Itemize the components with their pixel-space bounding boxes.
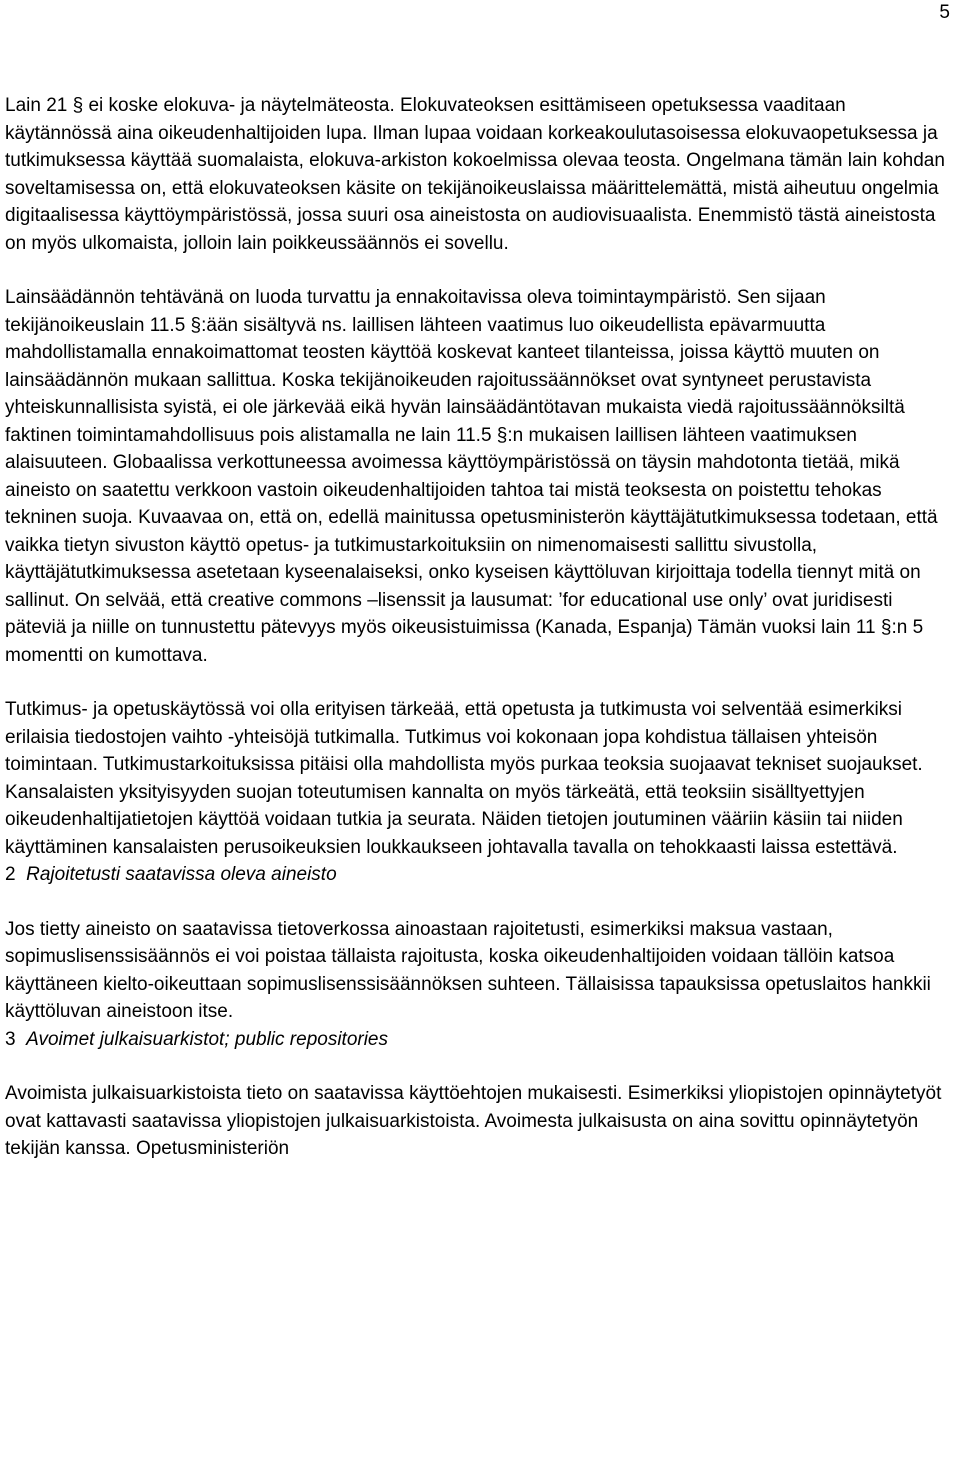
section-2-title: Rajoitetusti saatavissa oleva aineisto: [26, 864, 337, 885]
paragraph-research-use: Tutkimus- ja opetuskäytössä voi olla erityisen tärkeää, että opetusta ja tutkimusta voi selventää esimerkiksi erilaisia tiedostojen vaihto -yhteisöjä tutkimalla. Tutkimus voi kokonaan jopa kohdistua tällaisen yhteisön toimintaan. Tutkimustarkoituksissa pitäisi olla mahdollista myös purkaa teoksia suojaavat tekniset suojaukset. Kansalaisten yksityisyyden suojan toteutumisen kannalta on myös tärkeätä, että teoksiin sisälltyettyjen oikeudenhaltijatietojen käyttöä voidaan tutkia ja seurata. Näiden tietojen joutuminen vääriin käsiin tai niiden käyttäminen kansalaisten perusoikeuksien loukkaukseen johtavalla tavalla on tehokkaasti laissa estettävä.: [5, 699, 923, 858]
paragraph-lawful-source: Lainsäädännön tehtävänä on luoda turvattu ja ennakoitavissa oleva toimintaympäristö. Sen sijaan tekijänoikeuslain 11.5 §:ään sisältyvä ns. laillisen lähteen vaatimus luo oikeudellista epävarmuutta mahdollistamalla ennakoimattomat teosten käyttöä koskevat kanteet tilanteissa, joissa käyttö muuten on lainsäädännön mukaan sallittua. Koska tekijänoikeuden rajoitussäännökset ovat syntyneet perustavista yhteiskunnallisista syistä, ei ole järkevää eikä hyvän lainsäädäntötavan mukaista viedä rajoitussäännöksiltä faktinen toimintamahdollisuus pois alistamalla ne lain 11.5 §:n mukaisen laillisen lähteen vaatimuksen alaisuuteen. Globaalissa verkottuneessa avoimessa käyttöympäristössä on täysin mahdotonta tietää, mikä aineisto on saatettu verkkoon vastoin oikeudenhaltijoiden tahtoa tai mistä teoksesta on poistettu tehokas tekninen suoja. Kuvaavaa on, että on, edellä mainitussa opetusministerön käyttäjätutkimuksessa todetaan, että vaikka tietyn sivuston käyttö opetus- ja tutkimustarkoituksiin on nimenomaisesti sallittu sivustolla, käyttäjätutkimuksessa asetetaan kyseenalaiseksi, onko kyseisen käyttöluvan kirjoittaja todella tiennyt mitä on sallinut. On selvää, että creative commons –lisenssit ja lausumat: ’for educational use only’ ovat juridisesti päteviä ja niille on tunnustettu pätevyys myös oikeusistuimissa (Kanada, Espanja) Tämän vuoksi lain 11 §:n 5 momentti on kumottava.: [5, 287, 938, 666]
document-body: [5, 92, 951, 1163]
paragraph-film-works: Lain 21 § ei koske elokuva- ja näytelmäteosta. Elokuvateoksen esittämiseen opetuksessa vaaditaan käytännössä aina oikeudenhaltijoiden lupa. Ilman lupaa voidaan korkeakoulutasoisessa elokuvaopetuksessa ja tutkimuksessa käyttää suomalaista, elokuva-arkiston kokoelmissa olevaa teosta. Ongelmana tämän lain kohdan soveltamisessa on, että elokuvateoksen käsite on tekijänoikeuslaissa määrittelemättä, mistä aiheutuu ongelmia digitaalisessa käyttöympäristössä, jossa suuri osa aineistosta on audiovisuaalista. Enemmistö tästä aineistosta on myös ulkomaista, jolloin lain poikkeussäännös ei sovellu.: [5, 95, 945, 254]
section-3-title: Avoimet julkaisuarkistot; public repositories: [26, 1028, 389, 1050]
page-number: 5: [939, 2, 950, 23]
section-2-body: Jos tietty aineisto on saatavissa tietoverkossa ainoastaan rajoitetusti, esimerkiksi maksua vastaan, sopimuslisenssisäännös ei voi poistaa tällaista rajoitusta, koska oikeudenhaltijoiden voidaan tällöin katsoa käyttäneen kielto-oikeuttaan sopimuslisenssisäännöksen suhteen. Tällaisissa tapauksissa opetuslaitos hankkii käyttöluvan aineistoon itse.: [5, 918, 931, 1022]
section-2-heading: [5, 861, 951, 889]
section-3-heading: [5, 1026, 951, 1054]
section-3-number: 3: [5, 1028, 16, 1050]
section-3-body: Avoimista julkaisuarkistoista tieto on saatavissa käyttöehtojen mukaisesti. Esimerkiksi yliopistojen opinnäytetyöt ovat kattavasti saatavissa yliopistojen julkaisuarkistoista. Avoimesta julkaisusta on aina sovittu opinnäytetyön tekijän kanssa. Opetusministeriön: [5, 1083, 942, 1159]
section-2-number: 2: [5, 864, 16, 885]
